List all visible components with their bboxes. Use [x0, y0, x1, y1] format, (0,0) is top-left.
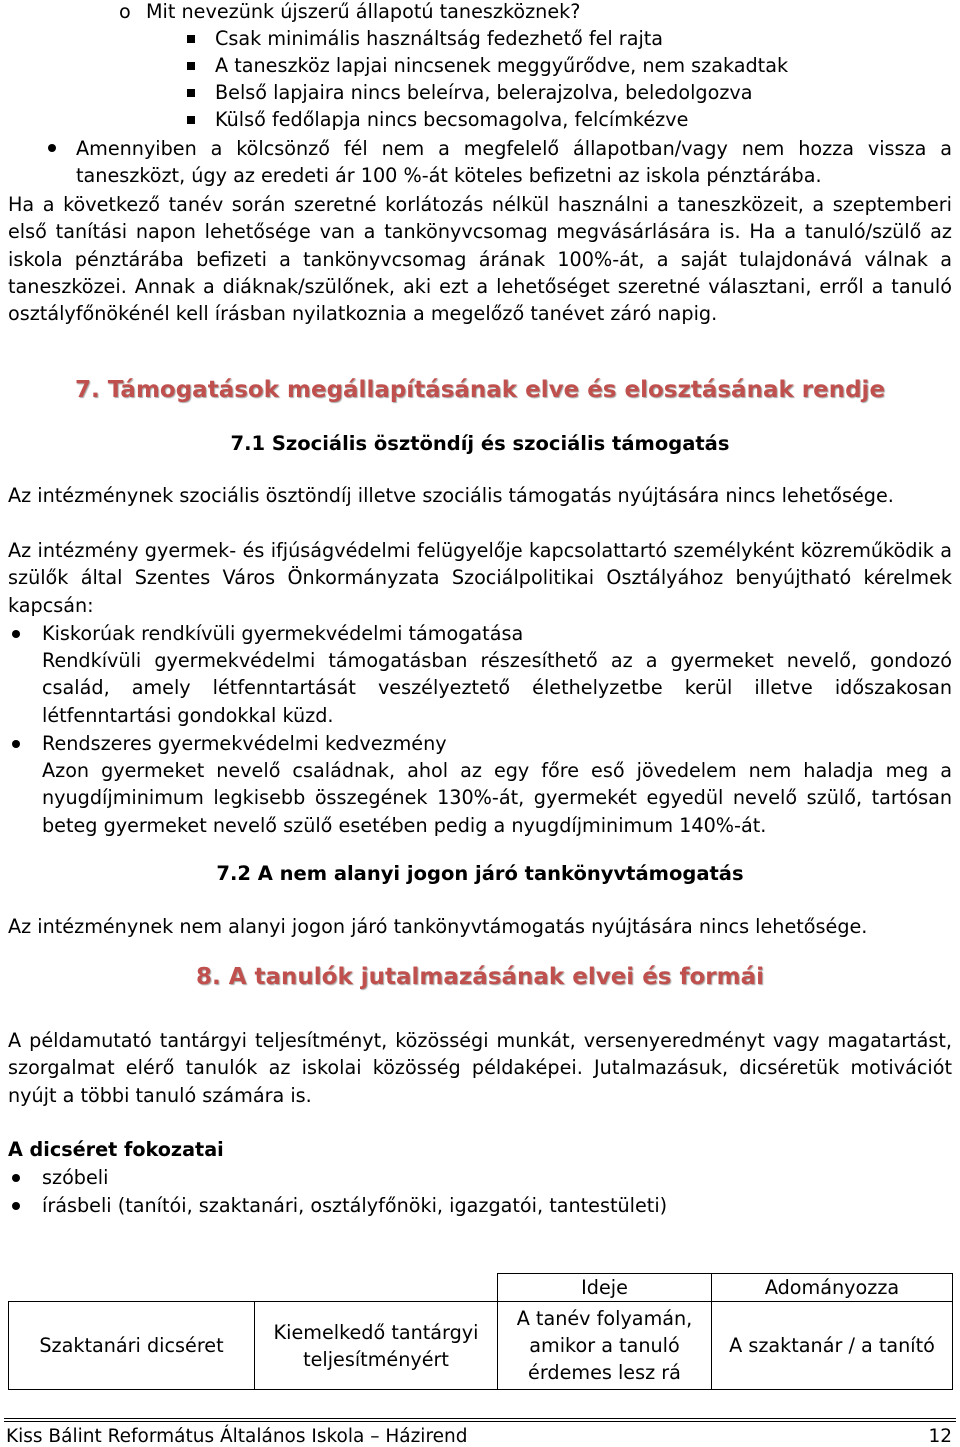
table-header-row: [9, 1274, 953, 1302]
table-header-cell: [9, 1274, 255, 1302]
item-2-title: Rendszeres gyermekvédelmi kedvezmény: [42, 732, 447, 755]
section-7-2-heading: 7.2 A nem alanyi jogon járó tankönyvtámogatás: [216, 862, 744, 885]
square-item-1: Csak minimális használtság fedezhető fel rajta: [215, 27, 664, 50]
footer-rule: [4, 1421, 956, 1422]
footer-title: Kiss Bálint Református Általános Iskola – Házirend: [6, 1426, 468, 1447]
section-7-1-para1: Az intézménynek szociális ösztöndíj illetve szociális támogatás nyújtására nincs lehetősége.: [8, 484, 894, 507]
square-bullet-icon: [187, 35, 195, 43]
bullet-icon: [12, 1202, 20, 1210]
praise-heading: A dicséret fokozatai: [8, 1138, 224, 1161]
table-cell: Szaktanári dicséret: [9, 1302, 255, 1390]
table-row: [9, 1302, 953, 1390]
square-bullet-icon: [187, 62, 195, 70]
bullet-text-return: Amennyiben a kölcsönző fél nem a megfelelő állapotban/vagy nem hozza vissza a taneszközt, úgy az eredeti ár 100 %-át köteles befizetni az iskola pénztárába.: [76, 137, 952, 188]
page-footer: [6, 1426, 956, 1447]
bullet-icon: [12, 630, 20, 638]
section-7-1-para2: Az intézmény gyermek- és ifjúságvédelmi felügyelője kapcsolattartó személyként közreműködik a szülők által Szentes Város Önkormányzata Szociálpolitikai Osztályához benyújtható kérelmek kapcsán:: [8, 539, 952, 617]
square-item-2: A taneszköz lapjai nincsenek meggyűrődve, nem szakadtak: [215, 54, 789, 77]
praise-table: [8, 1273, 953, 1390]
section-8-para: A példamutató tantárgyi teljesítményt, közösségi munkát, versenyeredményt vagy magatartást, szorgalmat elérő tanulók az iskolai közösség példaképei. Jutalmazásuk, dicséretük motivációt nyújt a többi tanuló számára is.: [8, 1029, 952, 1107]
table-header-cell: [255, 1274, 498, 1302]
square-item-4: Külső fedőlapja nincs becsomagolva, felcímkézve: [215, 108, 689, 131]
square-bullet-icon: [187, 116, 195, 124]
bullet-icon: [12, 1174, 20, 1182]
praise-item-1: szóbeli: [42, 1166, 109, 1189]
table-cell: A szaktanár / a tanító: [712, 1302, 953, 1390]
page-number: 12: [928, 1426, 952, 1447]
table-header-cell: Ideje: [498, 1274, 712, 1302]
paragraph-purchase-a: Ha a következő tanév során szeretné korlátozás nélkül használni a taneszközeit, a szeptemberi első tanítási napon lehetősége van a tankönyvcsomag megvásárlására is. Ha a tanuló/szülő az iskola pénztárába befizeti a tankönyvcsomag árának 100%-át, a saját tulajdonává válnak a taneszközei.: [8, 193, 952, 298]
item-1-text: Rendkívüli gyermekvédelmi támogatásban részesíthető az a gyermeket nevelő, gondozó család, amely létfenntartását veszélyeztető élethelyzetbe kerül illetve időszakosan létfenntartási gondokkal küzd.: [42, 649, 952, 727]
table-cell: A tanév folyamán, amikor a tanuló érdemes lesz rá: [498, 1302, 712, 1390]
section-7-2-text: Az intézménynek nem alanyi jogon járó tankönyvtámogatás nyújtására nincs lehetősége.: [8, 915, 868, 938]
square-item-3: Belső lapjaira nincs beleírva, belerajzolva, beledolgozva: [215, 81, 753, 104]
paragraph-purchase: [8, 191, 952, 327]
footer-rule: [4, 1418, 956, 1419]
bullet-icon: [12, 740, 20, 748]
item-2-text: Azon gyermeket nevelő családnak, ahol az egy főre eső jövedelem nem haladja meg a nyugdíjminimum legkisebb összegének 130%-át, gyermekét egyedül nevelő szülő, tartósan beteg gyermeket nevelő szülő esetében pedig a nyugdíjminimum 140%-át.: [42, 759, 952, 837]
item-1-title: Kiskorúak rendkívüli gyermekvédelmi támogatása: [42, 622, 524, 645]
section-8-heading: 8. A tanulók jutalmazásának elvei és formái: [195, 964, 765, 990]
subitem-marker: o: [119, 0, 131, 23]
section-7-heading: 7. Támogatások megállapításának elve és elosztásának rendje: [74, 377, 886, 403]
table-header-cell: Adományozza: [712, 1274, 953, 1302]
section-7-1-heading: 7.1 Szociális ösztöndíj és szociális támogatás: [230, 432, 730, 455]
paragraph-purchase-b: Annak a diáknak/szülőnek, aki ezt a lehetőséget szeretné választani, erről a tanuló osztályfőnökénél kell írásban nyilatkoznia a megelőző tanévet záró napig.: [8, 274, 952, 326]
table-cell: Kiemelkedő tantárgyi teljesítményért: [255, 1302, 498, 1390]
square-bullet-icon: [187, 89, 195, 97]
praise-item-2: írásbeli (tanítói, szaktanári, osztályfőnöki, igazgatói, tantestületi): [42, 1194, 668, 1217]
subitem-text: Mit nevezünk újszerű állapotú taneszköznek?: [146, 0, 581, 23]
bullet-icon: [48, 144, 56, 152]
